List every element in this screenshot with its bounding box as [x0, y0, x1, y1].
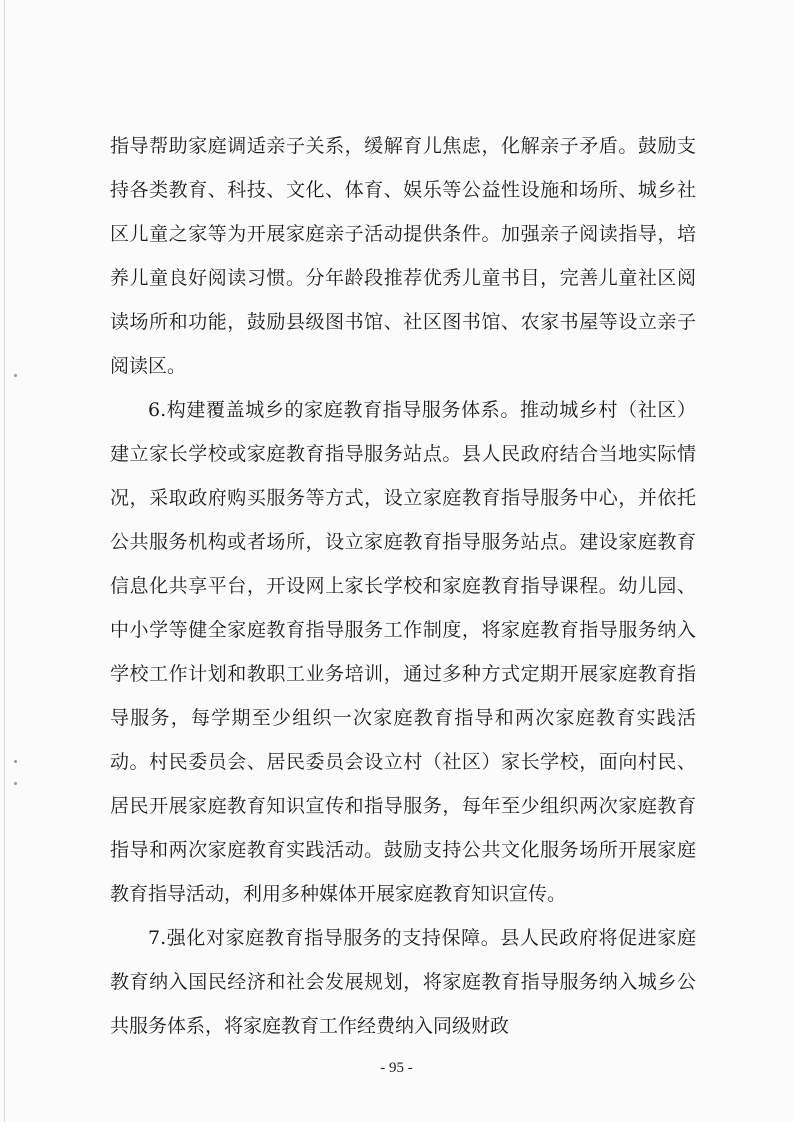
paragraph-item-6: 6.构建覆盖城乡的家庭教育指导服务体系。推动城乡村（社区）建立家长学校或家庭教育指导服务站点。县人民政府结合当地实际情况，采取政府购买服务等方式，设立家庭教育指导服务中心，并依托公共服务机构或者场所，设立家庭教育指导服务站点。建设家庭教育信息化共享平台，开设网上家长学校和家庭教育指导课程。幼儿园、中小学等健全家庭教育指导服务工作制度，将家庭教育指导服务纳入学校工作计划和教职工业务培训，通过多种方式定期开展家庭教育指导服务，每学期至少组织一次家庭教育指导和两次家庭教育实践活动。村民委员会、居民委员会设立村（社区）家长学校，面向村民、居民开展家庭教育知识宣传和指导服务，每年至少组织两次家庭教育指导和两次家庭教育实践活动。鼓励支持公共文化服务场所开展家庭教育指导活动，利用多种媒体开展家庭教育知识宣传。 [110, 399, 696, 905]
binding-hole-mark [14, 760, 17, 763]
scan-edge-line [4, 0, 5, 1122]
document-body [110, 124, 696, 1048]
paragraph-continuation: 指导帮助家庭调适亲子关系，缓解育儿焦虑，化解亲子矛盾。鼓励支持各类教育、科技、文化、体育、娱乐等公益性设施和场所、城乡社区儿童之家等为开展家庭亲子活动提供条件。加强亲子阅读指导，培养儿童良好阅读习惯。分年龄段推荐优秀儿童书目，完善儿童社区阅读场所和功能，鼓励县级图书馆、社区图书馆、农家书屋等设立亲子阅读区。 [110, 135, 696, 377]
binding-hole-mark [14, 782, 17, 785]
binding-hole-mark [14, 374, 17, 377]
paragraph-item-7: 7.强化对家庭教育指导服务的支持保障。县人民政府将促进家庭教育纳入国民经济和社会发展规划，将家庭教育指导服务纳入城乡公共服务体系，将家庭教育工作经费纳入同级财政 [110, 927, 696, 1037]
page-number: - 95 - [380, 1060, 413, 1076]
